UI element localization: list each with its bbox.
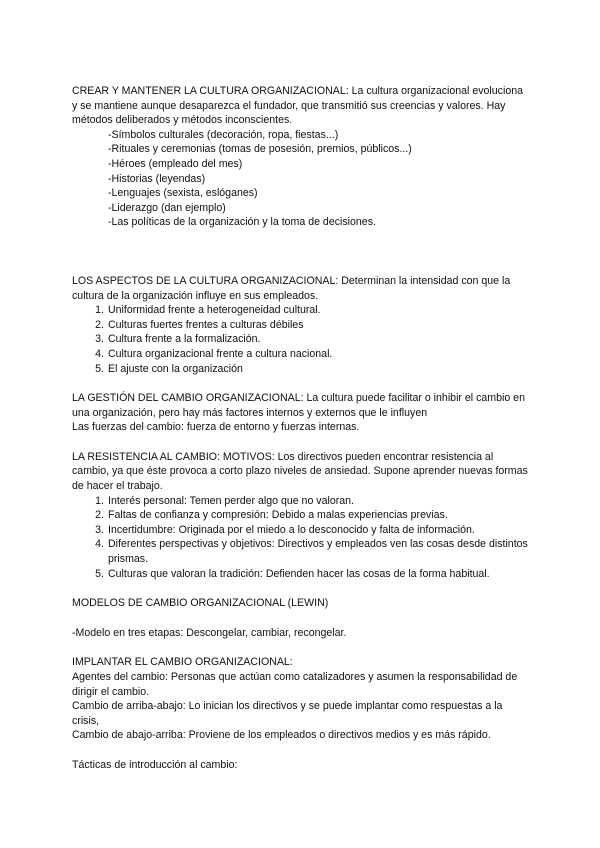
list-item: 5. Culturas que valoran la tradición: Defienden hacer las cosas de la forma habitual. <box>95 567 490 580</box>
list-item: 1. Uniformidad frente a heterogeneidad cultural. <box>95 304 321 317</box>
resistance-numbered-list <box>72 494 528 582</box>
list-item: 1. Interés personal: Temen perder algo que no valoran. <box>95 494 354 507</box>
list-item: -Las políticas de la organización y la toma de decisiones. <box>108 216 376 229</box>
cultural-methods-list <box>72 128 528 230</box>
list-item: 4. Diferentes perspectivas y objetivos: Directivos y empleados ven las cosas desde distintos prismas. <box>95 538 528 566</box>
lewin-model-line: -Modelo en tres etapas: Descongelar, cambiar, recongelar. <box>72 626 347 639</box>
arriba-abajo-paragraph: Cambio de arriba-abajo: Lo inician los directivos y se puede implantar como respuestas a la crisis, <box>72 700 503 727</box>
section-crear-mantener-cultura: CREAR Y MANTENER LA CULTURA ORGANIZACIONAL: La cultura organizacional evoluciona y se mantiene aunque desaparezca el fundador, que transmitió sus creencias y valores. Hay métodos deliberados y métodos inconscientes. <box>72 85 523 127</box>
section-aspectos-cultura: LOS ASPECTOS DE LA CULTURA ORGANIZACIONAL: Determinan la intensidad con que la cultura de la organización influye en sus empleados. <box>72 274 511 302</box>
list-item: -Símbolos culturales (decoración, ropa, fiestas...) <box>108 128 339 141</box>
list-item: 5. El ajuste con la organización <box>95 362 243 375</box>
list-item: 2. Culturas fuertes frentes a culturas débiles <box>95 318 304 331</box>
list-item: -Liderazgo (dan ejemplo) <box>108 201 226 214</box>
document-page <box>72 84 528 773</box>
list-item: -Lenguajes (sexista, eslóganes) <box>108 187 258 200</box>
list-item: 4. Cultura organizacional frente a cultura nacional. <box>95 347 333 360</box>
list-item: 2. Faltas de confianza y compresión: Debido a malas experiencias previas. <box>95 509 448 522</box>
list-item: 3. Incertidumbre: Originada por el miedo a lo desconocido y falta de información. <box>95 523 475 536</box>
list-item: -Historias (leyendas) <box>108 172 206 185</box>
section-implantar-cambio-title: IMPLANTAR EL CAMBIO ORGANIZACIONAL: <box>72 656 293 669</box>
list-item: -Héroes (empleado del mes) <box>108 157 243 170</box>
abajo-arriba-paragraph: Cambio de abajo-arriba: Proviene de los empleados o directivos medios y es más rápido. <box>72 729 491 742</box>
list-item: -Rituales y ceremonias (tomas de posesión, premios, públicos...) <box>108 143 412 156</box>
section-gestion-cambio: LA GESTIÓN DEL CAMBIO ORGANIZACIONAL: La cultura puede facilitar o inhibir el cambio en una organización, pero hay más factores internos y externos que le influyen <box>72 392 525 419</box>
agentes-cambio-paragraph: Agentes del cambio: Personas que actúan como catalizadores y asumen la responsabilidad de dirigir el cambio. <box>72 671 518 698</box>
section-resistencia-cambio: LA RESISTENCIA AL CAMBIO: MOTIVOS: Los directivos pueden encontrar resistencia al cambio, ya que éste provoca a corto plazo niveles de ansiedad. Supone aprender nuevas formas de hacer el trabajo. <box>72 450 528 493</box>
tacticas-introduccion-line: Tácticas de introducción al cambio: <box>72 758 238 771</box>
fuerzas-cambio-line: Las fuerzas del cambio: fuerza de entorno y fuerzas internas. <box>72 421 360 434</box>
aspects-numbered-list <box>72 303 528 376</box>
list-item: 3. Cultura frente a la formalización. <box>95 333 261 346</box>
section-modelos-cambio: MODELOS DE CAMBIO ORGANIZACIONAL (LEWIN) <box>72 597 329 610</box>
